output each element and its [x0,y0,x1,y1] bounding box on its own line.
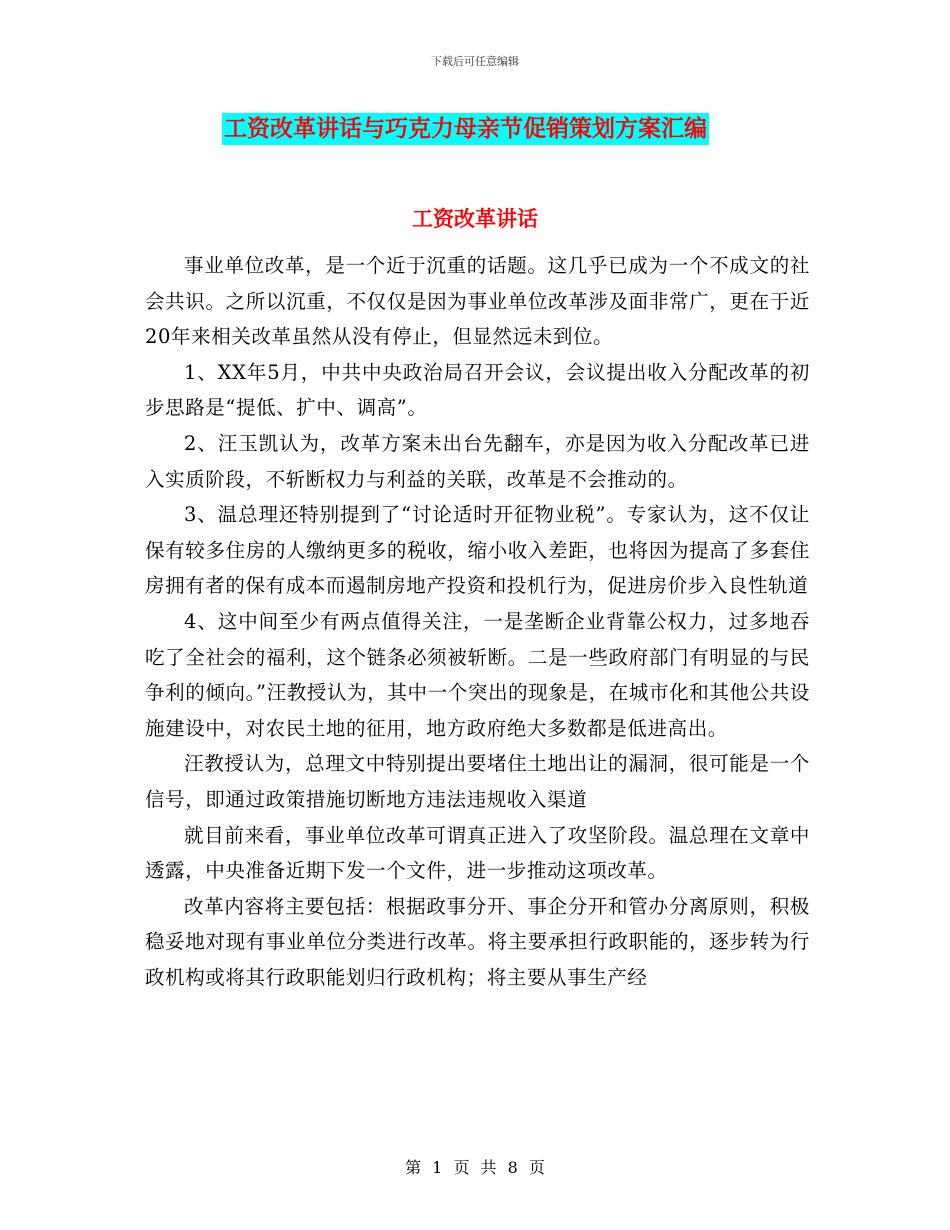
paragraph: 改革内容将主要包括：根据政事分开、事企分开和管办分离原则，积极稳妥地对现有事业单位分类进行改革。将主要承担行政职能的，逐步转为行政机构或将其行政职能划归行政机构；将主要从事生产经 [145,894,810,989]
section-title: 工资改革讲话 [412,207,538,231]
paragraph: 汪教授认为，总理文中特别提出要堵住土地出让的漏洞，很可能是一个信号，即通过政策措施切断地方违法违规收入渠道 [145,752,810,811]
header-note: 下载后可任意编辑 [431,55,519,68]
paragraph: 4、这中间至少有两点值得关注，一是垄断企业背靠公权力，过多地吞吃了全社会的福利，这个链条必须被斩断。二是一些政府部门有明显的与民争利的倾向。”汪教授认为，其中一个突出的现象是，在城市化和其他公共设施建设中，对农民土地的征用，地方政府绝大多数都是低进高出。 [145,609,810,740]
paragraph: 2、汪玉凯认为，改革方案未出台先翻车，亦是因为收入分配改革已进入实质阶段，不斩断权力与利益的关联，改革是不会推动的。 [145,431,810,491]
document-title: 工资改革讲话与巧克力母亲节促销策划方案汇编 [222,113,709,145]
document-body [145,248,810,995]
paragraph: 就目前来看，事业单位改革可谓真正进入了攻坚阶段。温总理在文章中透露，中央准备近期下发一个文件，进一步推动这项改革。 [145,823,810,883]
paragraph: 3、温总理还特别提到了“讨论适时开征物业税”。专家认为，这不仅让保有较多住房的人缴纳更多的税收，缩小收入差距，也将因为提高了多套住房拥有者的保有成本而遏制房地产投资和投机行为，促进房价步入良性轨道 [145,503,810,598]
paragraph: 1、XX年5月，中共中央政治局召开会议，会议提出收入分配改革的初步思路是“提低、扩中、调高”。 [145,360,810,420]
page-footer: 第 1 页 共 8 页 [405,1158,545,1177]
paragraph: 事业单位改革，是一个近于沉重的话题。这几乎已成为一个不成文的社会共识。之所以沉重，不仅仅是因为事业单位改革涉及面非常广，更在于近20年来相关改革虽然从没有停止，但显然远未到位。 [145,254,810,349]
